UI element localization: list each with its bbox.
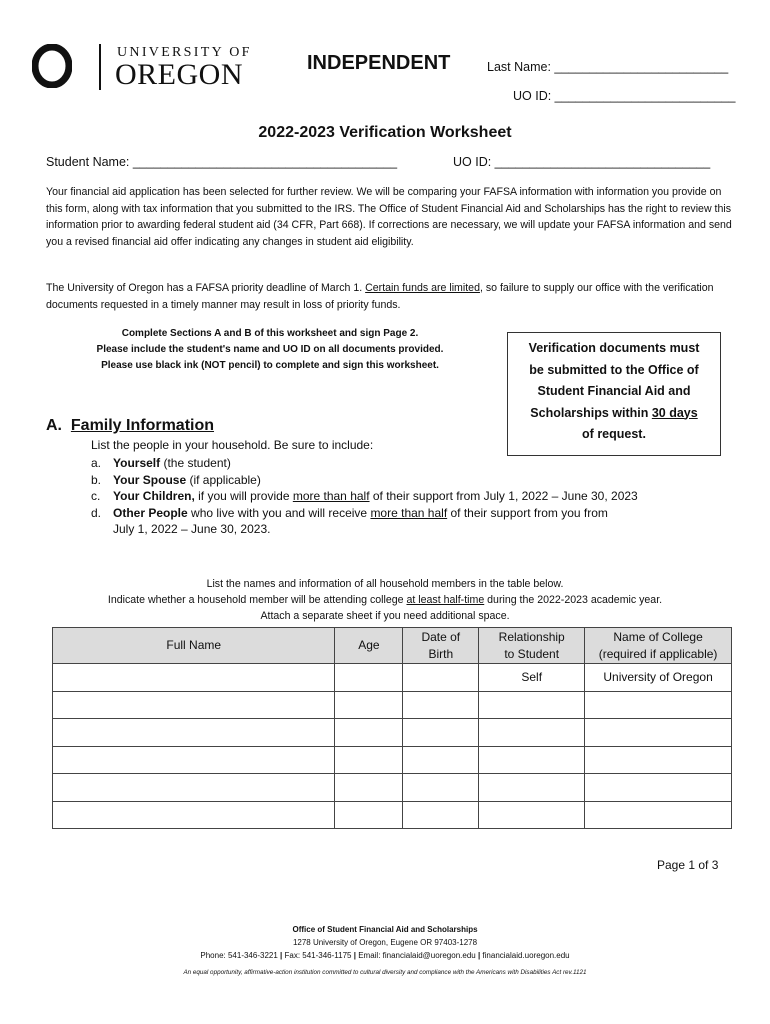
cell-college[interactable] [585, 719, 732, 747]
deadline-text-end: , so failure to supply our office with the verification documents requested in a timely manner may result in loss of priority funds. [46, 282, 714, 311]
section-letter: A. [46, 417, 62, 434]
cell-age[interactable] [335, 746, 403, 774]
footer-eeo-statement: An equal opportunity, affirmative-action institution committed to cultural diversity and compliance with the Americans with Disabilities Act rev.1121 [183, 969, 587, 976]
header-text: Date of [421, 629, 461, 644]
cell-relationship[interactable] [479, 774, 585, 802]
cell-college[interactable] [585, 691, 732, 719]
footer-office: Office of Student Financial Aid and Scholarships [292, 925, 478, 934]
list-text: if you will provide [194, 489, 293, 503]
header-text: Relationship [498, 629, 565, 644]
cell-age[interactable] [335, 774, 403, 802]
col-date-of-birth [403, 628, 479, 664]
list-marker: b. [91, 472, 102, 487]
intro-paragraph: Your financial aid application has been selected for further review. We will be comparing your FAFSA information with information you provide on this form, along with tax information that you submitted to the IRS. The Office of Student Financial Aid and Scholarships has the right to review this information prior to awarding federal student aid (34 CFR, Part 668). If corrections are necessary, we will update your FAFSA information and send you a revised financial aid offer indicating any changes in student aid eligibility. [46, 186, 732, 248]
verification-notice-box [507, 332, 721, 456]
footer-phone: Phone: 541-346-3221 [200, 951, 281, 960]
table-instruction-text: Indicate whether a household member will be attending college [107, 594, 407, 606]
list-item [91, 455, 711, 472]
section-a-intro: List the people in your household. Be sure to include: [91, 438, 374, 452]
cell-name[interactable] [53, 801, 335, 829]
cell-dob[interactable] [403, 746, 479, 774]
cell-name[interactable] [53, 664, 335, 692]
header-text: Name of College [613, 629, 703, 644]
list-marker: c. [91, 489, 101, 503]
page-number: Page 1 of 3 [657, 858, 719, 872]
col-college [585, 628, 732, 664]
table-row [53, 719, 732, 747]
deadline-paragraph [46, 280, 736, 313]
logo-oregon: OREGON [115, 58, 243, 91]
list-bold: Your Spouse [113, 472, 187, 487]
household-table [52, 627, 732, 829]
table-instructions [0, 576, 770, 624]
household-list [91, 455, 711, 538]
header-text: Birth [428, 646, 454, 661]
table-header-row [53, 628, 732, 664]
cell-dob[interactable] [403, 664, 479, 692]
footer-separator: | [477, 951, 481, 960]
student-name-field[interactable]: Student Name: ______________________________________ [46, 155, 398, 169]
cell-age[interactable] [335, 719, 403, 747]
cell-name[interactable] [53, 691, 335, 719]
cell-relationship[interactable] [479, 719, 585, 747]
footer-address: 1278 University of Oregon, Eugene OR 97403-1278 [292, 938, 478, 947]
cell-relationship[interactable] [479, 801, 585, 829]
table-row [53, 774, 732, 802]
certain-funds-link[interactable]: Certain funds are limited [365, 282, 480, 294]
list-item [91, 488, 711, 505]
cell-age[interactable] [335, 801, 403, 829]
list-item [91, 505, 711, 522]
col-full-name: Full Name [53, 628, 335, 664]
cell-college[interactable]: University of Oregon [585, 664, 732, 692]
list-text: (if applicable) [186, 472, 261, 487]
section-title: Family Information [70, 417, 215, 434]
cell-college[interactable] [585, 746, 732, 774]
table-row [53, 801, 732, 829]
table-instruction-line [0, 592, 770, 608]
header-uo-id-field[interactable]: UO ID: __________________________ [513, 89, 736, 103]
list-bold: Yourself [113, 456, 161, 470]
cell-name[interactable] [53, 774, 335, 802]
section-a-heading [46, 417, 214, 435]
table-instruction-line: Attach a separate sheet if you need additional space. [260, 610, 510, 622]
cell-college[interactable] [585, 774, 732, 802]
list-text: of their support from you from [447, 505, 608, 520]
notice-text: Scholarships within [530, 405, 652, 420]
table-instruction-text: during the 2022-2023 academic year. [484, 594, 663, 606]
deadline-text: The University of Oregon has a FAFSA priority deadline of March 1. [46, 282, 366, 294]
table-row [53, 746, 732, 774]
list-bold: Other People [113, 505, 188, 520]
header-text: to Student [504, 646, 560, 661]
list-underline: more than half [370, 505, 448, 520]
footer-separator: | [280, 951, 283, 960]
notice-line [508, 403, 720, 425]
logo-divider [99, 44, 101, 90]
uo-o-logo [32, 44, 72, 88]
footer-website[interactable]: financialaid.uoregon.edu [480, 951, 570, 960]
list-bold: Your Children, [113, 489, 195, 503]
table-row [53, 691, 732, 719]
instruction-line: Complete Sections A and B of this worksheet and sign Page 2. [121, 328, 419, 339]
dependency-status: INDEPENDENT [307, 52, 451, 74]
cell-college[interactable] [585, 801, 732, 829]
footer-fax: Fax: 541-346-1175 [282, 951, 354, 960]
cell-dob[interactable] [403, 719, 479, 747]
list-marker: a. [91, 456, 102, 470]
cell-age[interactable] [335, 664, 403, 692]
notice-line: Verification documents must [528, 341, 700, 355]
cell-name[interactable] [53, 719, 335, 747]
student-uo-id-field[interactable]: UO ID: _______________________________ [453, 155, 711, 169]
instructions-block [52, 326, 488, 374]
list-item [91, 472, 711, 489]
logo-university-of: UNIVERSITY OF [117, 45, 252, 60]
half-time-underline: at least half-time [406, 594, 485, 606]
footer-email[interactable]: Email: financialaid@uoregon.edu [355, 951, 478, 960]
table-instruction-line: List the names and information of all household members in the table below. [206, 578, 564, 590]
cell-age[interactable] [335, 691, 403, 719]
cell-dob[interactable] [403, 801, 479, 829]
col-relationship [479, 628, 585, 664]
footer-contact [0, 951, 770, 960]
cell-relationship[interactable]: Self [479, 664, 585, 692]
cell-name[interactable] [53, 746, 335, 774]
notice-line: be submitted to the Office of [529, 362, 699, 377]
header-text: (required if applicable) [598, 646, 718, 661]
cell-relationship[interactable] [479, 691, 585, 719]
footer-separator: | [353, 951, 356, 960]
list-text: (the student) [160, 456, 231, 470]
table-row [53, 664, 732, 692]
list-text: of their support from July 1, 2022 – June 30, 2023 [369, 489, 638, 503]
page-title: 2022-2023 Verification Worksheet [258, 124, 512, 141]
cell-relationship[interactable] [479, 746, 585, 774]
col-age: Age [335, 628, 403, 664]
thirty-days: 30 days [651, 405, 698, 420]
list-text: who live with you and will receive [187, 505, 371, 520]
list-marker: d. [91, 505, 102, 520]
notice-line: Student Financial Aid and [537, 384, 691, 398]
cell-dob[interactable] [403, 774, 479, 802]
instruction-line: Please include the student's name and UO ID on all documents provided. [96, 344, 444, 355]
instruction-line: Please use black ink (NOT pencil) to complete and sign this worksheet. [101, 360, 439, 371]
list-item-continuation: July 1, 2022 – June 30, 2023. [113, 522, 271, 536]
cell-dob[interactable] [403, 691, 479, 719]
notice-line: of request. [582, 427, 646, 441]
list-underline: more than half [292, 489, 370, 503]
last-name-field[interactable]: Last Name: _________________________ [487, 60, 729, 74]
